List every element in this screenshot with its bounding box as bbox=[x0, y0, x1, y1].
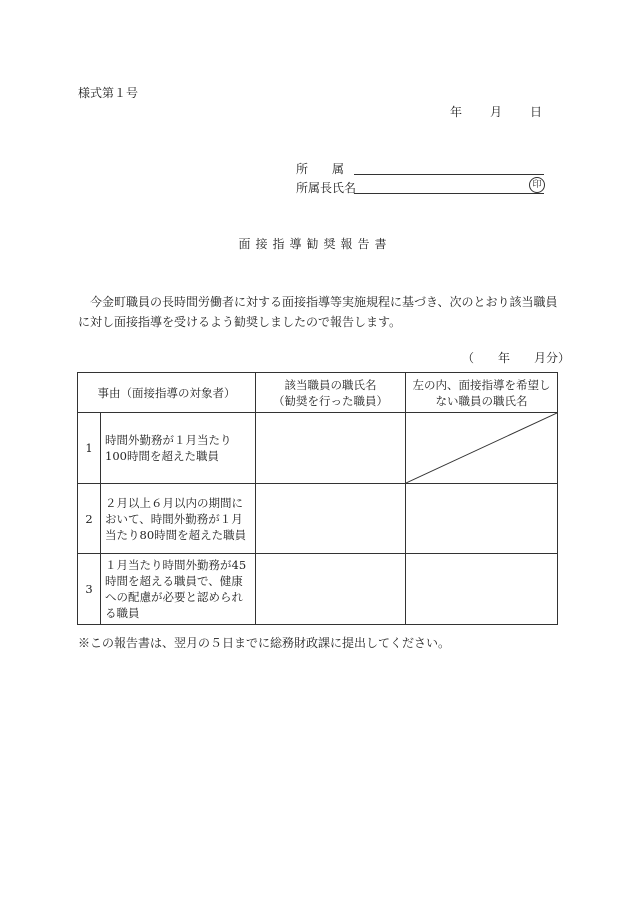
header-staff-text: 該当職員の職氏名 （勧奨を行った職員） bbox=[273, 377, 388, 408]
period-label: （ 年 月分） bbox=[462, 351, 571, 365]
header-staff bbox=[256, 373, 406, 413]
report-table bbox=[77, 372, 558, 625]
affiliation-line bbox=[354, 174, 544, 175]
header-declined bbox=[406, 373, 558, 413]
date-month: 月 bbox=[490, 105, 503, 119]
row-reason: 時間外勤務が１月当たり100時間を超えた職員 bbox=[101, 413, 256, 484]
staff-cell[interactable] bbox=[256, 413, 406, 484]
body-text: 今金町職員の長時間労働者に対する面接指導等実施規程に基づき、次のとおり該当職員に対し面接指導を受けるよう勧奨しましたので報告します。 bbox=[78, 295, 558, 329]
row-reason: １月当たり時間外勤務が45時間を超える職員で、健康への配慮が必要と認められる職員 bbox=[101, 554, 256, 625]
document-title: 面接指導勧奨報告書 bbox=[238, 237, 392, 251]
diagonal-line bbox=[406, 413, 557, 483]
row-number: 2 bbox=[78, 484, 101, 554]
date-year: 年 bbox=[450, 105, 463, 119]
date-line bbox=[450, 103, 542, 120]
row-reason: ２月以上６月以内の期間において、時間外勤務が１月当たり80時間を超えた職員 bbox=[101, 484, 256, 554]
date-day: 日 bbox=[530, 105, 543, 119]
staff-cell[interactable] bbox=[256, 554, 406, 625]
header-reason: 事由（面接指導の対象者） bbox=[78, 373, 256, 413]
row-number: 1 bbox=[78, 413, 101, 484]
form-number: 様式第１号 bbox=[78, 86, 139, 100]
head-name-label: 所属長氏名 bbox=[296, 181, 357, 195]
seal-mark: 印 bbox=[529, 177, 545, 193]
header-declined-text: 左の内、面接指導を希望しない職員の職氏名 bbox=[412, 377, 551, 408]
table-row bbox=[78, 413, 558, 484]
footnote: ※この報告書は、翌月の５日までに総務財政課に提出してください。 bbox=[78, 636, 451, 650]
staff-cell[interactable] bbox=[256, 484, 406, 554]
head-name-line bbox=[354, 193, 544, 194]
table-row bbox=[78, 484, 558, 554]
row-number: 3 bbox=[78, 554, 101, 625]
declined-cell-disabled bbox=[406, 413, 558, 484]
declined-cell[interactable] bbox=[406, 554, 558, 625]
affiliation-label: 所 属 bbox=[296, 162, 345, 176]
declined-cell[interactable] bbox=[406, 484, 558, 554]
table-row bbox=[78, 554, 558, 625]
